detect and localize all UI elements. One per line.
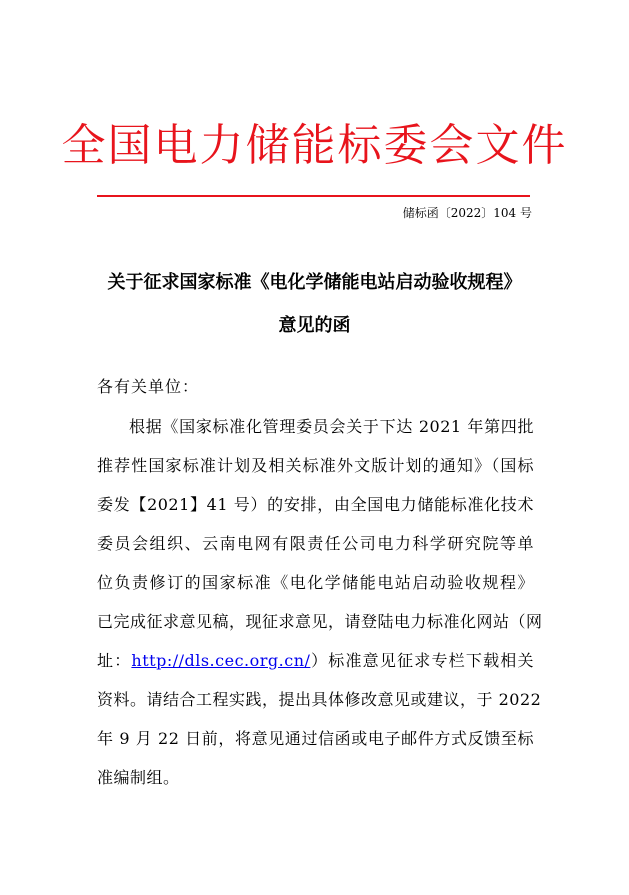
body-paragraph-line: 根据《国家标准化管理委员会关于下达 2021 年第四批 (129, 417, 534, 436)
link-suffix: ）标准意见征求专栏下载相关 (310, 651, 534, 670)
body-paragraph-line: 资料。请结合工程实践，提出具体修改意见或建议，于 2022 (97, 690, 542, 709)
letterhead-divider (97, 195, 530, 197)
body-paragraph-line: 委发【2021】41 号）的安排，由全国电力储能标准化技术 (97, 495, 534, 514)
standardization-website-link[interactable]: http://dls.cec.org.cn/ (131, 651, 311, 670)
body-paragraph-line: 年 9 月 22 日前，将意见通过信函或电子邮件方式反馈至标 (97, 729, 534, 748)
document-number: 储标函〔2022〕104 号 (402, 206, 532, 220)
body-paragraph-line: 位负责修订的国家标准《电化学储能电站启动验收规程》 (97, 573, 534, 592)
link-prefix: 址： (97, 651, 132, 670)
body-paragraph-line: 推荐性国家标准计划及相关标准外文版计划的通知》（国标 (97, 456, 534, 475)
document-title-line-1: 关于征求国家标准《电化学储能电站启动验收规程》 (107, 272, 522, 293)
body-paragraph-line: 准编制组。 (97, 768, 180, 787)
body-paragraph-line: 已完成征求意见稿，现征求意见，请登陆电力标准化网站（网 (97, 612, 543, 631)
letterhead-title: 全国电力储能标委会文件 (61, 120, 568, 171)
body-paragraph-line-with-link (97, 648, 534, 674)
body-paragraph-line: 委员会组织、云南电网有限责任公司电力科学研究院等单 (97, 534, 534, 553)
document-title-line-2: 意见的函 (278, 315, 351, 336)
salutation: 各有关单位： (97, 377, 200, 396)
